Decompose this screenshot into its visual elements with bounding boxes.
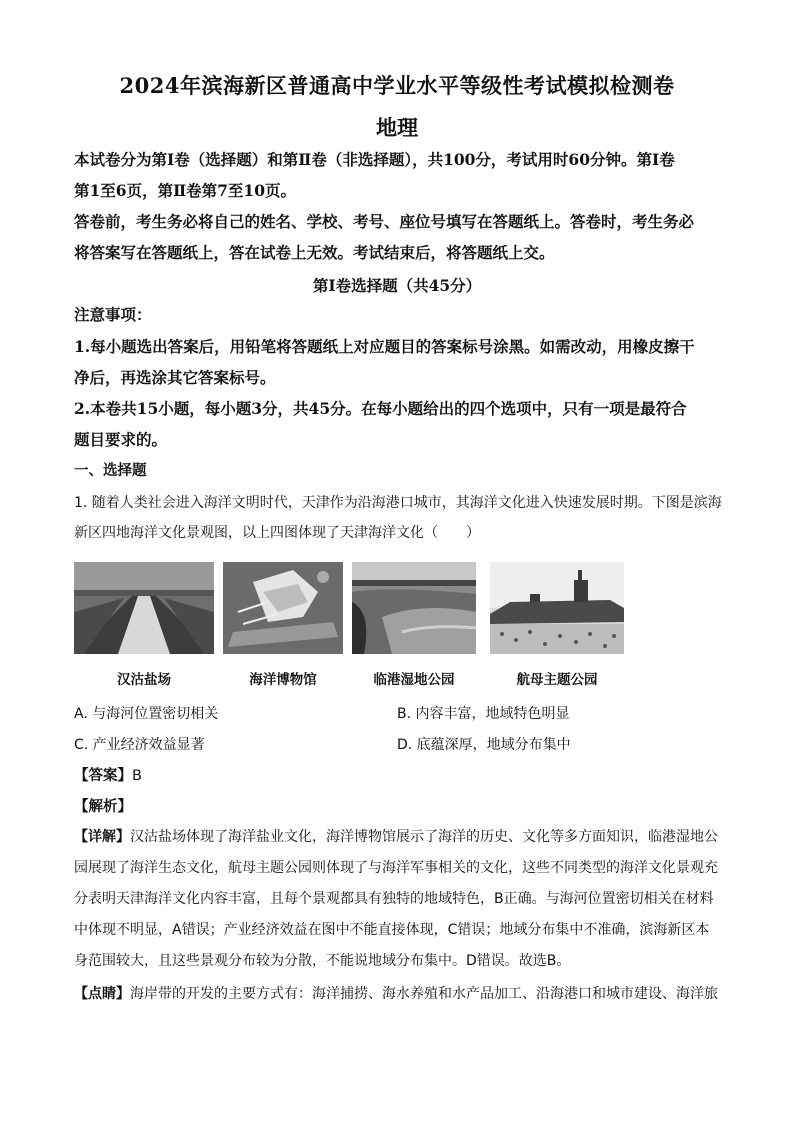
- page-title: 2024年滨海新区普通高中学业水平等级性考试模拟检测卷: [119, 73, 675, 98]
- note-2-line-1: 2.本卷共15小题，每小题3分，共45分。在每小题给出的四个选项中，只有一项是最符合: [74, 399, 687, 418]
- option-a: A. 与海河位置密切相关: [74, 706, 219, 722]
- detail-line-2: 园展现了海洋生态文化，航母主题公园则体现了与海洋军事相关的文化，这些不同类型的海洋文化景观充: [74, 860, 718, 876]
- photo-row: [74, 562, 634, 662]
- option-c: C. 产业经济效益显著: [74, 737, 205, 753]
- note-2-line-2: 题目要求的。: [74, 430, 168, 449]
- intro-line-1: 本试卷分为第Ⅰ卷（选择题）和第Ⅱ卷（非选择题），共100分，考试用时60分钟。第Ⅰ卷: [74, 150, 675, 169]
- detail-line-3: 分表明天津海洋文化内容丰富，且每个景观都具有独特的地域特色，B正确。与海河位置密切相关在材料: [74, 891, 714, 907]
- photo-maritime-museum: [223, 562, 343, 654]
- option-b: B. 内容丰富，地域特色明显: [397, 706, 570, 722]
- subject-title: 地理: [376, 115, 418, 140]
- tip-line-1: [74, 980, 722, 1008]
- question-stem-line-1: 1. 随着人类社会进入海洋文明时代，天津作为沿海港口城市，其海洋文化进入快速发展时期。下图是滨海: [74, 495, 722, 511]
- answer-label: 【答案】: [74, 768, 132, 784]
- photo-caption-3: 临港湿地公园: [373, 672, 455, 688]
- question-stem-line-2: 新区四地海洋文化景观图，以上四图体现了天津海洋文化（ ）: [74, 525, 480, 541]
- answer-value: B: [132, 768, 142, 784]
- intro-line-2: 第1至6页，第Ⅱ卷第7至10页。: [74, 181, 296, 200]
- tip-text-1: 海岸带的开发的主要方式有：海洋捕捞、海水养殖和水产品加工、沿海港口和城市建设、海洋旅: [130, 986, 718, 1002]
- photo-wetland-park: [352, 562, 476, 654]
- option-d: D. 底蕴深厚，地域分布集中: [397, 737, 571, 753]
- section-heading: 第Ⅰ卷选择题（共45分）: [312, 276, 482, 295]
- notes-title: 注意事项：: [74, 305, 152, 324]
- detail-line-1: [74, 823, 722, 851]
- intro-line-4: 将答案写在答题纸上，答在试卷上无效。考试结束后，将答题纸上交。: [74, 243, 555, 262]
- detail-text-1: 汉沽盐场体现了海洋盐业文化，海洋博物馆展示了海洋的历史、文化等多方面知识，临港湿地公: [130, 829, 718, 845]
- intro-line-3: 答卷前，考生务必将自己的姓名、学校、考号、座位号填写在答题纸上。答卷时，考生务必: [74, 212, 695, 231]
- photo-carrier-park: [490, 562, 624, 654]
- analysis-label: 【解析】: [74, 799, 132, 815]
- detail-label: 【详解】: [74, 829, 130, 845]
- note-1-line-2: 净后，再选涂其它答案标号。: [74, 368, 276, 387]
- photo-caption-4: 航母主题公园: [516, 672, 598, 688]
- answer-line: [74, 764, 142, 785]
- note-1-line-1: 1.每小题选出答案后，用铅笔将答题纸上对应题目的答案标号涂黑。如需改动，用橡皮擦干: [74, 337, 695, 356]
- photo-caption-1: 汉沽盐场: [117, 672, 171, 688]
- tip-label: 【点睛】: [74, 986, 130, 1002]
- photo-caption-2: 海洋博物馆: [249, 672, 317, 688]
- part-title: 一、选择题: [74, 463, 147, 479]
- photo-salt-field: [74, 562, 214, 654]
- detail-line-4: 中体现不明显，A错误；产业经济效益在图中不能直接体现，C错误；地域分布集中不准确，滨海新区本: [74, 922, 710, 938]
- detail-line-5: 身范围较大，且这些景观分布较为分散，不能说地域分布集中。D错误。故选B。: [74, 953, 571, 969]
